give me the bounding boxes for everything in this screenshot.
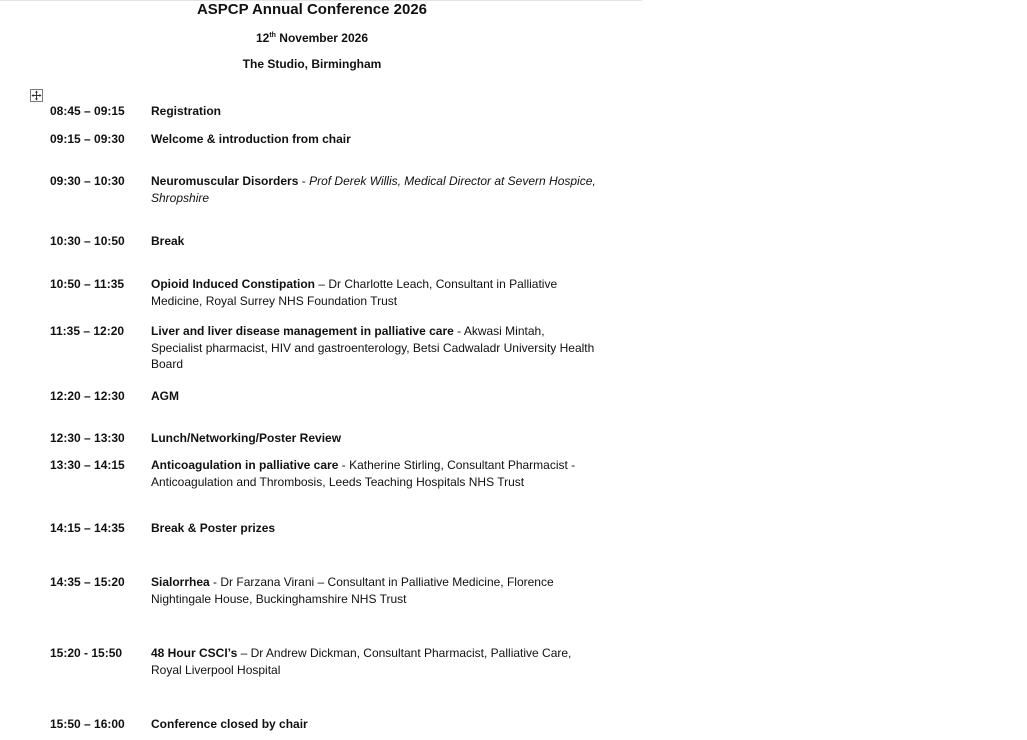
conference-title: ASPCP Annual Conference 2026 — [196, 1, 428, 18]
session-title: Opioid Induced Constipation — [151, 277, 315, 291]
session-separator: – — [315, 277, 329, 291]
agenda-description — [151, 233, 596, 250]
agenda-time: 15:50 – 16:00 — [50, 717, 125, 731]
agenda-description — [151, 173, 596, 206]
agenda-description — [151, 716, 596, 733]
agenda-description — [151, 103, 596, 120]
agenda-time: 11:35 – 12:20 — [50, 324, 125, 338]
session-title: Break — [151, 234, 185, 248]
agenda-time: 12:30 – 13:30 — [50, 431, 125, 445]
session-speaker: Dr Farzana Virani – Consultant in Palliative Medicine, Florence Nightingale House, Buckinghamshire NHS Trust — [151, 575, 554, 606]
session-speaker: Dr Andrew Dickman, Consultant Pharmacist, Palliative Care, Royal Liverpool Hospital — [151, 646, 572, 677]
agenda-description — [151, 131, 596, 148]
agenda-time: 13:30 – 14:15 — [50, 458, 125, 472]
agenda-description — [151, 574, 596, 607]
agenda-time: 09:30 – 10:30 — [50, 174, 125, 188]
session-title: AGM — [151, 389, 179, 403]
session-separator: - — [453, 324, 464, 338]
agenda-description — [151, 388, 596, 405]
agenda-time: 10:50 – 11:35 — [50, 277, 125, 291]
session-title: Liver and liver disease management in palliative care — [151, 324, 454, 338]
session-speaker: Akwasi Mintah, Specialist pharmacist, HIV and gastroenterology, Betsi Cadwaladr University Health Board — [151, 324, 595, 371]
session-title: 48 Hour CSCI’s — [151, 646, 238, 660]
agenda-description — [151, 323, 596, 373]
agenda-description — [151, 276, 596, 309]
agenda-time: 15:20 - 15:50 — [50, 646, 123, 660]
session-speaker: Dr Charlotte Leach, Consultant in Palliative Medicine, Royal Surrey NHS Foundation Trust — [151, 277, 558, 308]
session-title: Break & Poster prizes — [151, 521, 276, 535]
date-rest: November 2026 — [275, 31, 369, 45]
conference-date — [0, 30, 624, 46]
session-speaker: Prof Derek Willis, Medical Director at Severn Hospice, Shropshire — [151, 174, 596, 205]
agenda-time: 14:35 – 15:20 — [50, 575, 125, 589]
agenda-description — [151, 645, 596, 678]
conference-venue: The Studio, Birmingham — [242, 57, 382, 71]
session-title: Registration — [151, 104, 222, 118]
agenda-time: 10:30 – 10:50 — [50, 234, 125, 248]
agenda-description — [151, 430, 596, 447]
agenda-time: 14:15 – 14:35 — [50, 521, 125, 535]
session-title: Neuromuscular Disorders — [151, 174, 299, 188]
agenda-description — [151, 457, 596, 490]
session-separator: - — [338, 458, 350, 472]
session-title: Sialorrhea — [151, 575, 210, 589]
agenda-time: 09:15 – 09:30 — [50, 132, 125, 146]
session-title: Conference closed by chair — [151, 717, 308, 731]
date-suffix: th — [269, 32, 276, 39]
session-speaker: Katherine Stirling, Consultant Pharmacist - Anticoagulation and Thrombosis, Leeds Teaching Hospitals NHS Trust — [151, 458, 576, 489]
session-separator: – — [237, 646, 251, 660]
agenda-time: 12:20 – 12:30 — [50, 389, 125, 403]
session-separator: - — [298, 174, 310, 188]
agenda-description — [151, 520, 596, 537]
session-title: Welcome & introduction from chair — [151, 132, 351, 146]
agenda-time: 08:45 – 09:15 — [50, 104, 125, 118]
session-separator: - — [209, 575, 221, 589]
move-arrows-icon[interactable] — [30, 89, 43, 102]
session-title: Lunch/Networking/Poster Review — [151, 431, 342, 445]
date-day: 12 — [255, 31, 270, 45]
session-title: Anticoagulation in palliative care — [151, 458, 339, 472]
